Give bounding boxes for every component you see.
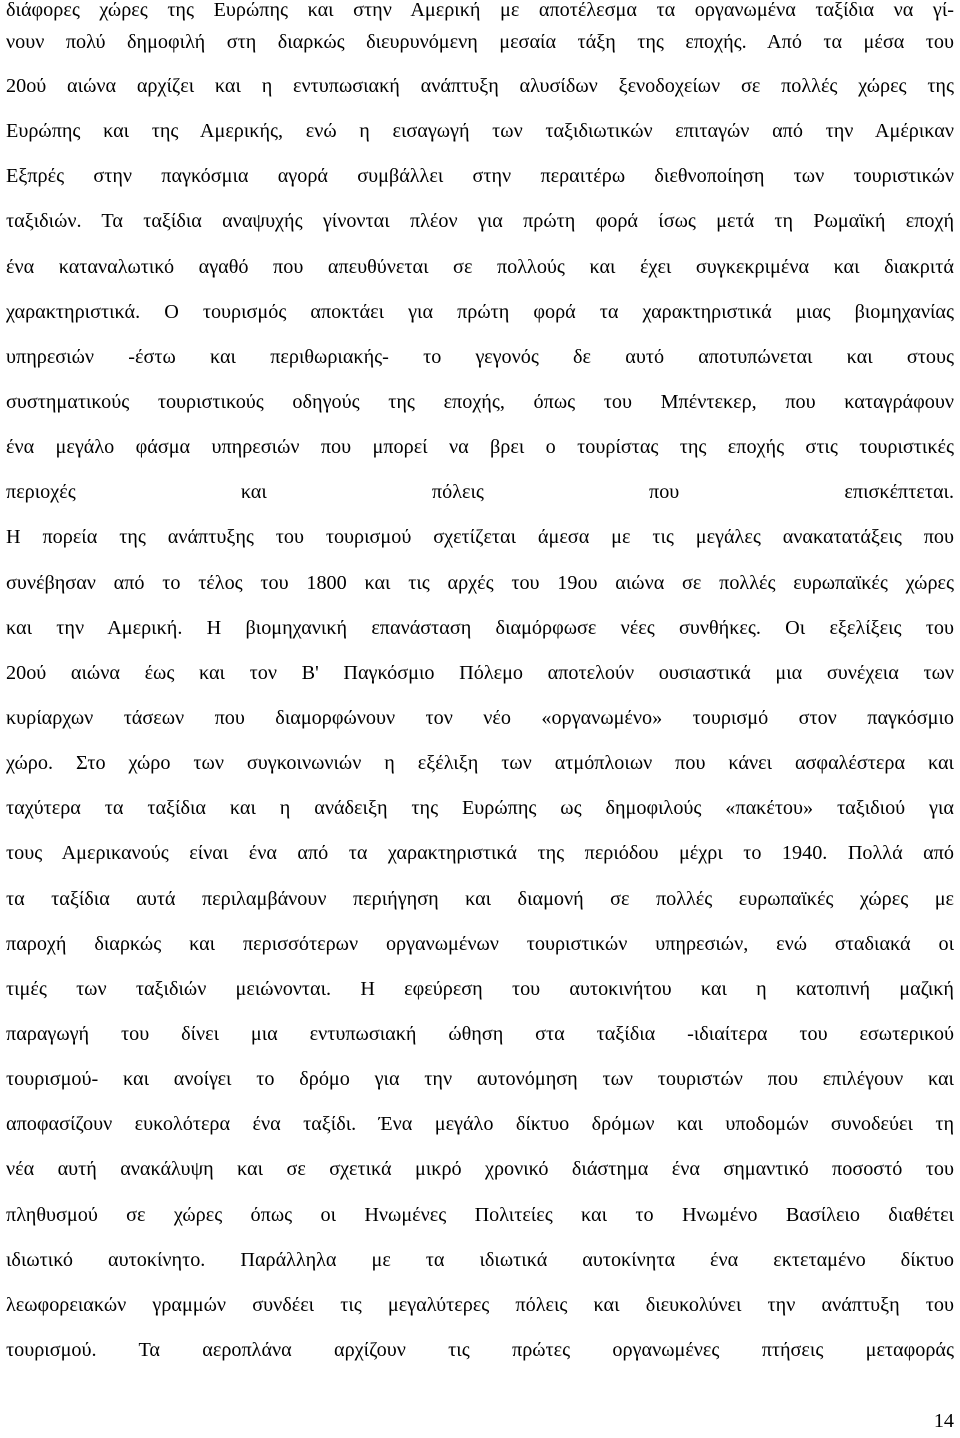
- text-line: συστηματικούς τουριστικούς οδηγούς της εποχής, όπως του Μπέντεκερ, που καταγράφουν: [6, 390, 954, 413]
- text-line: πληθυσμού σε χώρες όπως οι Ηνωμένες Πολιτείες και το Ηνωμένο Βασίλειο διαθέτει: [6, 1203, 954, 1226]
- text-line: χαρακτηριστικά. Ο τουρισμός αποκτάει για πρώτη φορά τα χαρακτηριστικά μιας βιομηχανίας: [6, 300, 954, 323]
- body-text: [6, 0, 954, 1373]
- text-line: ιδιωτικό αυτοκίνητο. Παράλληλα με τα ιδιωτικά αυτοκίνητα ένα εκτεταμένο δίκτυο: [6, 1248, 954, 1271]
- text-line: ταχύτερα τα ταξίδια και η ανάδειξη της Ευρώπης ως δημοφιλούς «πακέτου» ταξιδιού για: [6, 797, 954, 820]
- text-line: συνέβησαν από το τέλος του 1800 και τις αρχές του 19ου αιώνα σε πολλές ευρωπαϊκές χώρες: [6, 571, 954, 594]
- text-line: παραγωγή του δίνει μια εντυπωσιακή ώθηση στα ταξίδια -ιδιαίτερα του εσωτερικού: [6, 1022, 954, 1045]
- text-line: χώρο. Στο χώρο των συγκοινωνιών η εξέλιξη των ατμόπλοιων που κάνει ασφαλέστερα και: [6, 752, 954, 775]
- text-line: υπηρεσιών -έστω και περιθωριακής- το γεγονός δε αυτό αποτυπώνεται και στους: [6, 345, 954, 368]
- text-line: Ευρώπης και της Αμερικής, ενώ η εισαγωγή των ταξιδιωτικών επιταγών από την Αμέρικαν: [6, 120, 954, 143]
- text-line: τους Αμερικανούς είναι ένα από τα χαρακτηριστικά της περιόδου μέχρι το 1940. Πολλά από: [6, 842, 954, 865]
- text-line: λεωφορειακών γραμμών συνδέει τις μεγαλύτερες πόλεις και διευκολύνει την ανάπτυξη του: [6, 1293, 954, 1316]
- page-number: 14: [933, 1410, 954, 1432]
- text-line: και την Αμερική. Η βιομηχανική επανάσταση διαμόρφωσε νέες συνθήκες. Οι εξελίξεις του: [6, 616, 954, 639]
- text-line: 20ού αιώνα έως και τον Β' Παγκόσμιο Πόλεμο αποτελούν ουσιαστικά μια συνέχεια των: [6, 661, 954, 684]
- text-line: 20ού αιώνα αρχίζει και η εντυπωσιακή ανάπτυξη αλυσίδων ξενοδοχείων σε πολλές χώρες της: [6, 75, 954, 97]
- text-line: ταξιδιών. Τα ταξίδια αναψυχής γίνονται πλέον για πρώτη φορά ίσως μετά τη Ρωμαϊκή εποχή: [6, 210, 954, 233]
- text-line: Η πορεία της ανάπτυξης του τουρισμού σχετίζεται άμεσα με τις μεγάλες ανακατατάξεις που: [6, 526, 954, 549]
- text-line: κυρίαρχων τάσεων που διαμορφώνουν τον νέο «οργανωμένο» τουρισμό στον παγκόσμιο: [6, 706, 954, 729]
- text-line: ένα μεγάλο φάσμα υπηρεσιών που μπορεί να βρει ο τουρίστας της εποχής στις τουριστικές: [6, 436, 954, 459]
- text-line: τουρισμού. Τα αεροπλάνα αρχίζουν τις πρώτες οργανωμένες πτήσεις μεταφοράς: [6, 1338, 954, 1361]
- text-line: τουρισμού- και ανοίγει το δρόμο για την αυτονόμηση των τουριστών που επιλέγουν και: [6, 1068, 954, 1091]
- text-line: νέα αυτή ανακάλυψη και σε σχετικά μικρό χρονικό διάστημα ένα σημαντικό ποσοστό του: [6, 1158, 954, 1181]
- text-line: Εξπρές στην παγκόσμια αγορά συμβάλλει στην περαιτέρω διεθνοποίηση των τουριστικών: [6, 165, 954, 188]
- text-line: παροχή διαρκώς και περισσότερων οργανωμένων τουριστικών υπηρεσιών, ενώ σταδιακά οι: [6, 932, 954, 955]
- text-line: τιμές των ταξιδιών μειώνονται. Η εφεύρεση του αυτοκινήτου και η κατοπινή μαζική: [6, 977, 954, 1000]
- text-line: αποφασίζουν ευκολότερα ένα ταξίδι. Ένα μεγάλο δίκτυο δρόμων και υποδομών συνοδεύει τη: [6, 1113, 954, 1136]
- text-line: περιοχές και πόλεις που επισκέπτεται.: [6, 481, 954, 504]
- text-line: διάφορες χώρες της Ευρώπης και στην Αμερική με αποτέλεσμα τα οργανωμένα ταξίδια να γί-: [6, 0, 954, 21]
- text-line: νουν πολύ δημοφιλή στη διαρκώς διευρυνόμενη μεσαία τάξη της εποχής. Από τα μέσα του: [6, 31, 954, 53]
- text-line: τα ταξίδια αυτά περιλαμβάνουν περιήγηση και διαμονή σε πολλές ευρωπαϊκές χώρες με: [6, 887, 954, 910]
- text-line: ένα καταναλωτικό αγαθό που απευθύνεται σε πολλούς και έχει συγκεκριμένα και διακριτά: [6, 255, 954, 278]
